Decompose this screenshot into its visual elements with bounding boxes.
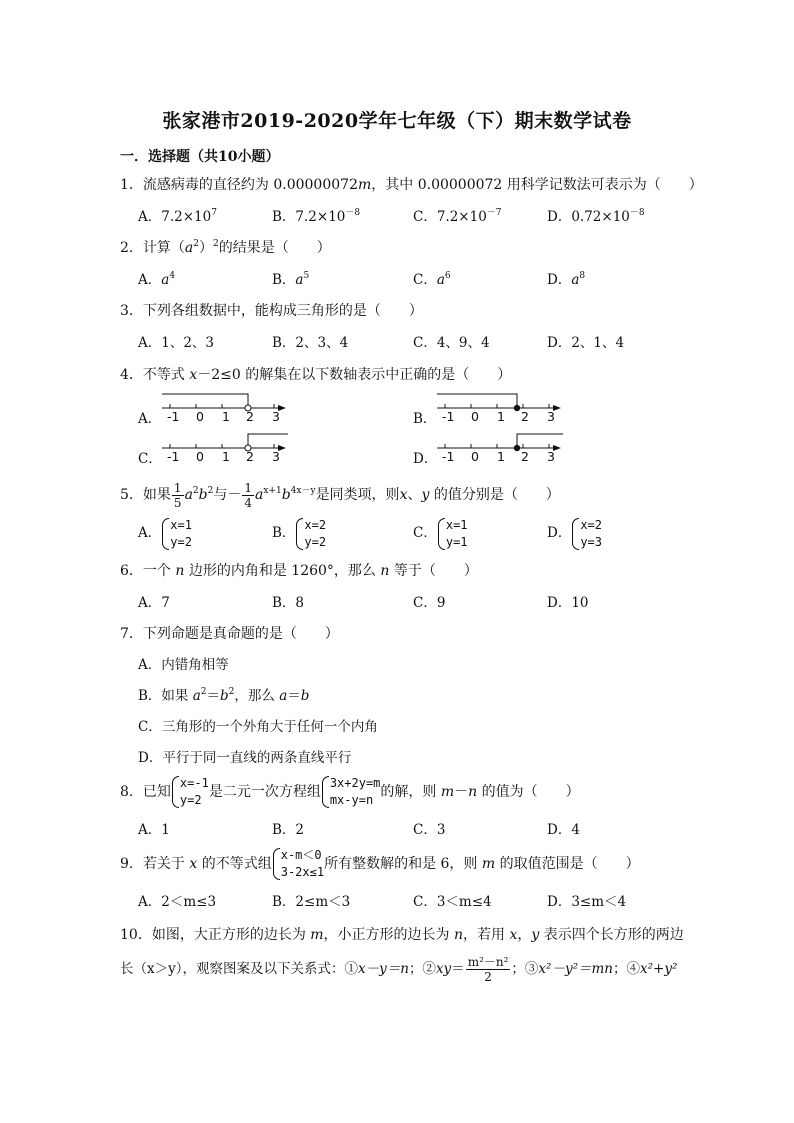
section-heading: 一．选择题（共10小题）	[120, 149, 280, 165]
q4-option-b-label: B．	[413, 411, 437, 427]
question-6: 6．一个 n 边形的内角和是 1260°，那么 n 等于（ ）	[120, 563, 478, 579]
q1-option-b: B．$7.2\times 10^{-8}$	[272, 208, 361, 225]
q6-option-b: B．8	[272, 595, 305, 611]
q2-option-b: B．$a^5$	[272, 271, 310, 288]
question-4: 4．不等式 x－2≤0 的解集在以下数轴表示中正确的是（ ）	[120, 367, 512, 383]
q7-option-d: D．平行于同一直线的两条直线平行	[138, 750, 352, 766]
q3-option-b: B．2、3、4	[272, 335, 349, 351]
question-10-line-1: 10．如图，大正方形的边长为 m，小正方形的边长为 n，若用 x，y 表示四个长方形的两边	[120, 927, 684, 943]
exam-page: 张家港市2019-2020学年七年级（下）期末数学试卷 一．选择题（共10小题） 1．流感病毒的直径约为 0.00000072m，其中 0.00000072 用科学记数法可表示为（ ） A．$7.2\times 10^7$ B．$7.2\times 10^{-8}$ C．$7.2\times 10^{-7}$ D．$0.72\times 10^{-8}$ 2．计算$(a^2)^2$的结果是（ ） A．$a^4$ B．$a^5$ C．$a^6$ D．$a^8$ 3．下列各组数据中，能构成三角形的是（ ） A．1、2、3 B．2、3、4 C．4、9、4 D．2、1、4 4．不等式 x－2≤0 的解集在以下数轴表示中正确的是（ ） A． -1 0 1 2 3 B． -1 0 1 2 3 C． -1 0 1 2 3 D． -1 0 1 2 3 5．如果 $\frac{1}{5}$ $a^2b^2$与－ $\frac{1}{4}$ $a^{x+1}b^{4x-y}$是同类项，则x、y 的值分别是（ ） A． x=1 y=2 B． x=2 y=2 C． x=1 y=1 D． x=2 y=3 6．一个 n 边形的内角和是 1260°，那么 n 等于（ ） A．7 B．8 C．9 D．10 7．下列命题是真命题的是（ ） A．内错角相等 B．如果 $a^2=b^2$，那么 a＝b C．三角形的一个外角大于任何一个内角 D．平行于同一直线的两条直线平行 8．已知 x=-1 y=2 是二元一次方程组 3x+2y=m mx-y=n 的解，则 m－n 的值为（ ） A．1 B．2 C．3 D．4 9．若关于 x 的不等式组 x-m＜0 3-2x≤1 所有整数解的和是 6，则 m 的取值范围是（ ） A．2＜m≤3 B．2≤m＜3 C．3＜m≤4 D．3≤m＜4 10．如图，大正方形的边长为 m，小正方形的边长为 n，若用 x，y 表示四个长方形的两边 长（x＞y），观察图案及以下关系式：①x－y＝n；②xy＝ $\frac{\text{m²－n²}}{2}$ ；③x²－y²＝mn；④x²+y²	[0, 0, 794, 1123]
q5-option-c: C． x=1 y=1	[413, 517, 468, 549]
question-1: 1．流感病毒的直径约为 0.00000072m，其中 0.00000072 用科学记数法可表示为（ ）	[120, 177, 703, 193]
fraction-m2-minus-n2-over-2: $\frac{\text{m²－n²}}{2}$	[467, 955, 509, 984]
q8-option-d: D．4	[547, 822, 580, 838]
q1-option-c: C．$7.2\times 10^{-7}$	[413, 208, 502, 225]
q3-option-a: A．1、2、3	[138, 335, 215, 351]
q9-option-d: D．3≤m＜4	[547, 894, 627, 910]
q9-option-b: B．2≤m＜3	[272, 894, 351, 910]
q6-option-a: A．7	[138, 595, 170, 611]
q8-option-b: B．2	[272, 822, 305, 838]
q3-option-d: D．2、1、4	[547, 335, 625, 351]
q6-option-d: D．10	[547, 595, 589, 611]
q2-option-d: D．$a^8$	[547, 271, 586, 288]
equation-system: 3x+2y=m mx-y=n	[321, 775, 381, 809]
q2-option-c: C．$a^6$	[413, 271, 451, 288]
question-2: 2．计算$(a^2)^2$的结果是（ ）	[120, 239, 331, 256]
q9-option-c: C．3＜m≤4	[413, 894, 492, 910]
q4-option-d-label: D．	[413, 451, 438, 467]
q7-option-c: C．三角形的一个外角大于任何一个内角	[138, 719, 378, 735]
solution-system: x=-1 y=2	[171, 775, 209, 809]
q4-option-a-label: A．	[138, 411, 162, 427]
q1-option-d: D．$0.72\times 10^{-8}$	[547, 208, 645, 225]
q8-option-a: A．1	[138, 822, 170, 838]
question-9: 9．若关于 x 的不等式组 x-m＜0 3-2x≤1 所有整数解的和是 6，则 m 的取值范围是（ ）	[120, 848, 640, 879]
question-7: 7．下列命题是真命题的是（ ）	[120, 626, 339, 642]
q5-option-a: A． x=1 y=2	[138, 517, 192, 549]
q8-option-c: C．3	[413, 822, 446, 838]
question-3: 3．下列各组数据中，能构成三角形的是（ ）	[120, 303, 423, 319]
q4-option-c-label: C．	[138, 451, 162, 467]
q1-option-a: A．$7.2\times 10^7$	[138, 208, 217, 225]
question-5: 5．如果 $\frac{1}{5}$ $a^2b^2$与－ $\frac{1}{4}$ $a^{x+1}b^{4x-y}$是同类项，则x、y 的值分别是（ ）	[120, 480, 560, 510]
page-title: 张家港市2019-2020学年七年级（下）期末数学试卷	[162, 110, 632, 132]
fraction-one-fifth: $\frac{1}{5}$	[173, 480, 182, 510]
q3-option-c: C．4、9、4	[413, 335, 490, 351]
q6-option-c: C．9	[413, 595, 446, 611]
q5-option-d: D． x=2 y=3	[547, 517, 603, 549]
fraction-one-fourth: $\frac{1}{4}$	[244, 480, 252, 510]
q5-option-b: B． x=2 y=2	[272, 517, 327, 549]
question-8: 8．已知 x=-1 y=2 是二元一次方程组 3x+2y=m mx-y=n 的解，则 m－n 的值为（ ）	[120, 776, 580, 807]
question-10-line-2: 长（x＞y），观察图案及以下关系式：①x－y＝n；②xy＝ $\frac{\text{m²－n²}}{2}$ ；③x²－y²＝mn；④x²+y²	[120, 955, 678, 984]
q9-option-a: A．2＜m≤3	[138, 894, 217, 910]
inequality-system: x-m＜0 3-2x≤1	[272, 847, 324, 881]
q2-option-a: A．$a^4$	[138, 271, 176, 288]
q7-option-b: B．如果 $a^2=b^2$，那么 a＝b	[138, 687, 310, 704]
q7-option-a: A．内错角相等	[138, 657, 229, 673]
